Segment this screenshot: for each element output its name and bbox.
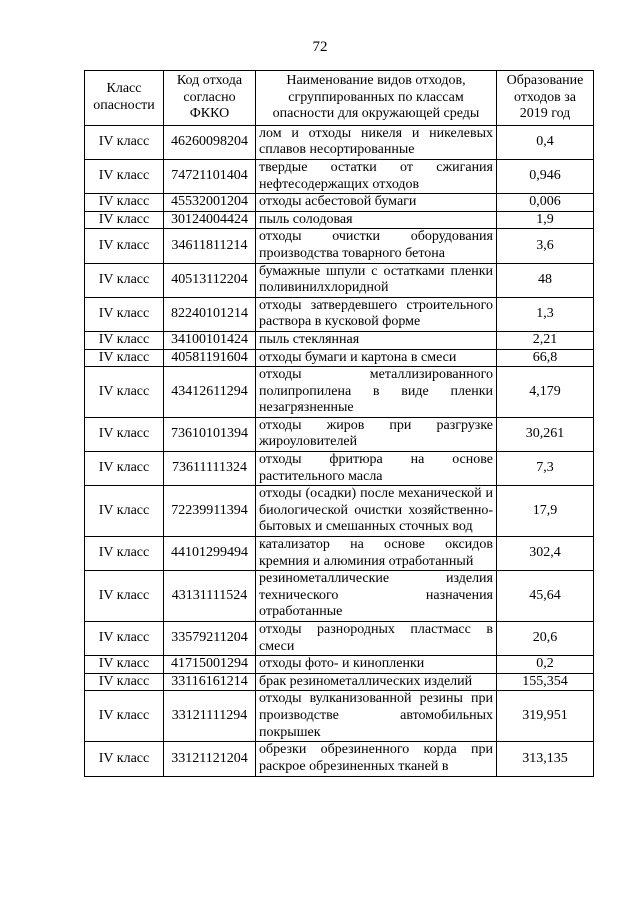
- fkko-code-cell: 46260098204: [164, 125, 256, 159]
- hazard-class-cell: IV класс: [85, 537, 164, 571]
- fkko-code-cell: 33121121204: [164, 742, 256, 777]
- table-row: [85, 742, 594, 777]
- hazard-class-cell: IV класс: [85, 571, 164, 622]
- waste-name-cell: отходы разнородных пластмасс в смеси: [256, 622, 497, 656]
- waste-name-cell: брак резинометаллических изделий: [256, 673, 497, 691]
- waste-amount-cell: 0,2: [497, 656, 594, 674]
- waste-amount-cell: 7,3: [497, 452, 594, 486]
- table-row: [85, 331, 594, 349]
- fkko-code-cell: 34100101424: [164, 331, 256, 349]
- fkko-code-cell: 33121111294: [164, 691, 256, 742]
- waste-name-cell: отходы очистки оборудования производства товарного бетона: [256, 229, 497, 263]
- table-row: [85, 263, 594, 297]
- fkko-code-cell: 73610101394: [164, 417, 256, 451]
- fkko-code-cell: 82240101214: [164, 297, 256, 331]
- waste-name-cell: катализатор на основе оксидов кремния и алюминия отработанный: [256, 537, 497, 571]
- fkko-code-cell: 72239911394: [164, 486, 256, 537]
- waste-name-cell: пыль солодовая: [256, 211, 497, 229]
- table-row: [85, 417, 594, 451]
- table-row: [85, 622, 594, 656]
- hazard-class-cell: IV класс: [85, 297, 164, 331]
- table-row: [85, 211, 594, 229]
- waste-amount-cell: 302,4: [497, 537, 594, 571]
- fkko-code-cell: 40581191604: [164, 349, 256, 367]
- waste-amount-cell: 0,4: [497, 125, 594, 159]
- table-row: [85, 673, 594, 691]
- hazard-class-cell: IV класс: [85, 691, 164, 742]
- table-row: [85, 125, 594, 159]
- fkko-code-cell: 40513112204: [164, 263, 256, 297]
- waste-name-cell: твердые остатки от сжигания нефтесодержащих отходов: [256, 159, 497, 193]
- waste-amount-cell: 48: [497, 263, 594, 297]
- fkko-code-cell: 41715001294: [164, 656, 256, 674]
- header-waste-amount: Образование отходов за 2019 год: [497, 71, 594, 126]
- table-row: [85, 367, 594, 418]
- fkko-code-cell: 34611811214: [164, 229, 256, 263]
- waste-amount-cell: 313,135: [497, 742, 594, 777]
- fkko-code-cell: 30124004424: [164, 211, 256, 229]
- fkko-code-cell: 33579211204: [164, 622, 256, 656]
- waste-table: [84, 70, 594, 777]
- hazard-class-cell: IV класс: [85, 229, 164, 263]
- hazard-class-cell: IV класс: [85, 417, 164, 451]
- waste-amount-cell: 319,951: [497, 691, 594, 742]
- waste-amount-cell: 155,354: [497, 673, 594, 691]
- waste-amount-cell: 20,6: [497, 622, 594, 656]
- waste-name-cell: отходы фото- и кинопленки: [256, 656, 497, 674]
- waste-name-cell: отходы асбестовой бумаги: [256, 194, 497, 212]
- page-number: 72: [312, 39, 328, 55]
- hazard-class-cell: IV класс: [85, 656, 164, 674]
- hazard-class-cell: IV класс: [85, 486, 164, 537]
- fkko-code-cell: 74721101404: [164, 159, 256, 193]
- table-row: [85, 486, 594, 537]
- table-row: [85, 159, 594, 193]
- fkko-code-cell: 43412611294: [164, 367, 256, 418]
- waste-amount-cell: 1,3: [497, 297, 594, 331]
- hazard-class-cell: IV класс: [85, 742, 164, 777]
- fkko-code-cell: 43131111524: [164, 571, 256, 622]
- hazard-class-cell: IV класс: [85, 452, 164, 486]
- table-row: [85, 452, 594, 486]
- fkko-code-cell: 44101299494: [164, 537, 256, 571]
- waste-name-cell: отходы фритюра на основе растительного масла: [256, 452, 497, 486]
- table-row: [85, 297, 594, 331]
- waste-name-cell: обрезки обрезиненного корда при раскрое обрезиненных тканей в: [256, 742, 497, 777]
- waste-name-cell: отходы жиров при разгрузке жироуловителей: [256, 417, 497, 451]
- waste-name-cell: резинометаллические изделия технического назначения отработанные: [256, 571, 497, 622]
- waste-name-cell: отходы затвердевшего строительного раствора в кусковой форме: [256, 297, 497, 331]
- hazard-class-cell: IV класс: [85, 349, 164, 367]
- waste-amount-cell: 17,9: [497, 486, 594, 537]
- waste-amount-cell: 4,179: [497, 367, 594, 418]
- hazard-class-cell: IV класс: [85, 673, 164, 691]
- hazard-class-cell: IV класс: [85, 622, 164, 656]
- waste-name-cell: лом и отходы никеля и никелевых сплавов несортированные: [256, 125, 497, 159]
- hazard-class-cell: IV класс: [85, 194, 164, 212]
- waste-amount-cell: 3,6: [497, 229, 594, 263]
- waste-name-cell: пыль стеклянная: [256, 331, 497, 349]
- table-row: [85, 349, 594, 367]
- hazard-class-cell: IV класс: [85, 159, 164, 193]
- waste-name-cell: отходы вулканизованной резины при производстве автомобильных покрышек: [256, 691, 497, 742]
- waste-amount-cell: 30,261: [497, 417, 594, 451]
- waste-name-cell: отходы (осадки) после механической и биологической очистки хозяйственно-бытовых и смешанных сточных вод: [256, 486, 497, 537]
- table-body: [85, 125, 594, 776]
- table-row: [85, 691, 594, 742]
- table-header-row: [85, 71, 594, 126]
- table-row: [85, 194, 594, 212]
- fkko-code-cell: 73611111324: [164, 452, 256, 486]
- waste-amount-cell: 1,9: [497, 211, 594, 229]
- hazard-class-cell: IV класс: [85, 331, 164, 349]
- hazard-class-cell: IV класс: [85, 125, 164, 159]
- waste-name-cell: бумажные шпули с остатками пленки поливинилхлоридной: [256, 263, 497, 297]
- table-row: [85, 656, 594, 674]
- header-fkko-code: Код отхода согласно ФККО: [164, 71, 256, 126]
- waste-amount-cell: 2,21: [497, 331, 594, 349]
- waste-amount-cell: 66,8: [497, 349, 594, 367]
- hazard-class-cell: IV класс: [85, 263, 164, 297]
- hazard-class-cell: IV класс: [85, 367, 164, 418]
- table-row: [85, 571, 594, 622]
- waste-name-cell: отходы металлизированного полипропилена в виде пленки незагрязненные: [256, 367, 497, 418]
- waste-amount-cell: 0,006: [497, 194, 594, 212]
- header-hazard-class: Класс опасности: [85, 71, 164, 126]
- header-waste-name: Наименование видов отходов, сгруппированных по классам опасности для окружающей среды: [256, 71, 497, 126]
- table-row: [85, 229, 594, 263]
- waste-amount-cell: 0,946: [497, 159, 594, 193]
- table-row: [85, 537, 594, 571]
- fkko-code-cell: 45532001204: [164, 194, 256, 212]
- fkko-code-cell: 33116161214: [164, 673, 256, 691]
- waste-name-cell: отходы бумаги и картона в смеси: [256, 349, 497, 367]
- waste-amount-cell: 45,64: [497, 571, 594, 622]
- hazard-class-cell: IV класс: [85, 211, 164, 229]
